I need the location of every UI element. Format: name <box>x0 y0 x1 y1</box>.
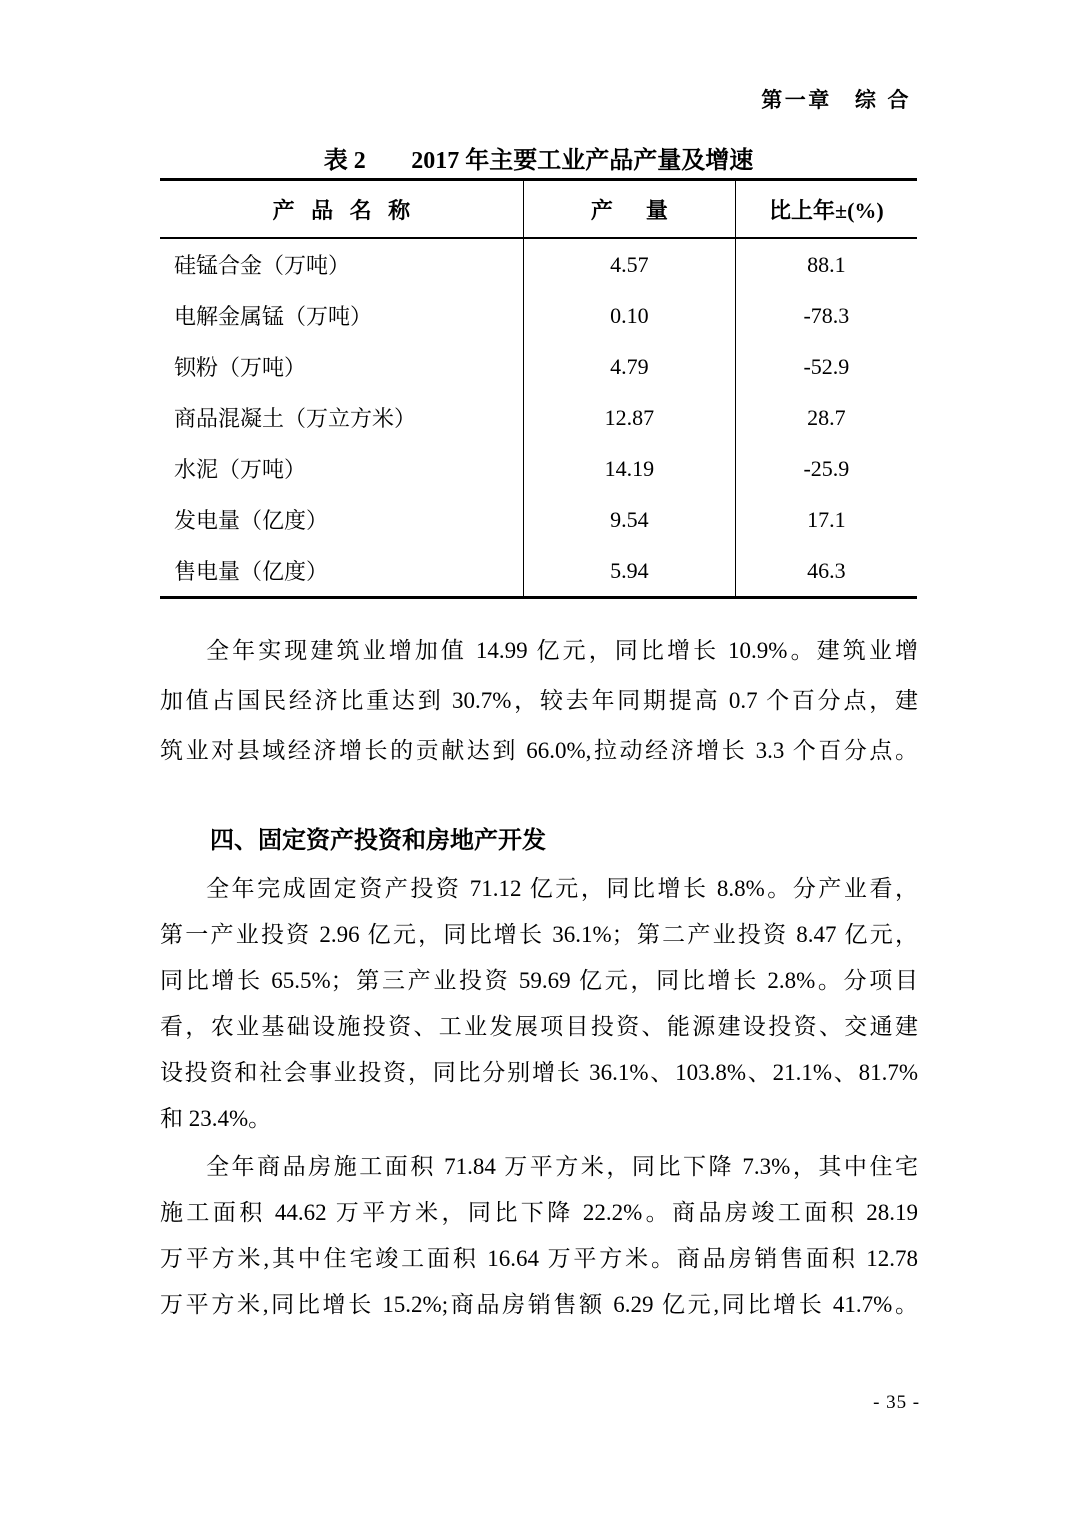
table-header-row <box>160 180 917 239</box>
change-cell: -78.3 <box>735 290 917 341</box>
product-name-cell: 钡粉（万吨） <box>174 355 307 380</box>
paragraph-construction <box>160 626 918 776</box>
body-line: 全年实现建筑业增加值 14.99 亿元，同比增长 10.9%。建筑业增 <box>206 638 918 663</box>
column-header-change: 比上年±(%) <box>735 180 917 239</box>
body-line: 全年商品房施工面积 71.84 万平方米，同比下降 7.3%，其中住宅 <box>206 1154 918 1179</box>
column-header-output: 产量 <box>523 180 735 239</box>
running-head <box>761 84 920 114</box>
output-cell: 4.79 <box>523 341 735 392</box>
change-cell: 46.3 <box>735 545 917 598</box>
table-row <box>160 341 917 392</box>
section-label: 综合 <box>854 89 920 112</box>
change-cell: 28.7 <box>735 392 917 443</box>
table-caption <box>160 140 917 175</box>
page-number: - 35 - <box>873 1392 920 1413</box>
body-line: 设投资和社会事业投资，同比分别增长 36.1%、103.8%、21.1%、81.7% <box>160 1060 918 1085</box>
output-cell: 5.94 <box>523 545 735 598</box>
table-row <box>160 494 917 545</box>
output-cell: 14.19 <box>523 443 735 494</box>
paragraph-real-estate <box>160 1144 918 1328</box>
body-line: 看，农业基础设施投资、工业发展项目投资、能源建设投资、交通建 <box>160 1014 918 1039</box>
change-cell: 88.1 <box>735 238 917 290</box>
body-line: 万平方米,同比增长 15.2%;商品房销售额 6.29 亿元,同比增长 41.7%。 <box>160 1292 918 1317</box>
section-heading: 四、固定资产投资和房地产开发 <box>210 827 546 854</box>
body-line: 万平方米,其中住宅竣工面积 16.64 万平方米。商品房销售面积 12.78 <box>160 1246 918 1271</box>
body-line: 同比增长 65.5%；第三产业投资 59.69 亿元，同比增长 2.8%。分项目 <box>160 968 918 993</box>
body-line: 和 23.4%。 <box>160 1106 272 1131</box>
body-line: 施工面积 44.62 万平方米，同比下降 22.2%。商品房竣工面积 28.19 <box>160 1200 918 1225</box>
output-cell: 12.87 <box>523 392 735 443</box>
product-name-cell: 商品混凝土（万立方米） <box>174 406 417 431</box>
change-cell: -52.9 <box>735 341 917 392</box>
product-name-cell: 发电量（亿度） <box>174 508 329 533</box>
table-row <box>160 238 917 290</box>
product-name-cell: 水泥（万吨） <box>174 457 307 482</box>
body-line: 筑业对县域经济增长的贡献达到 66.0%,拉动经济增长 3.3 个百分点。 <box>160 738 918 763</box>
change-cell: 17.1 <box>735 494 917 545</box>
product-name-cell: 售电量（亿度） <box>174 559 329 584</box>
output-cell: 9.54 <box>523 494 735 545</box>
product-output-table <box>160 178 917 599</box>
product-name-cell: 电解金属锰（万吨） <box>174 304 373 329</box>
change-cell: -25.9 <box>735 443 917 494</box>
body-line: 全年完成固定资产投资 71.12 亿元，同比增长 8.8%。分产业看， <box>206 876 918 901</box>
product-name-cell: 硅锰合金（万吨） <box>174 253 351 278</box>
table-row <box>160 545 917 598</box>
paragraph-investment <box>160 866 918 1142</box>
body-line: 第一产业投资 2.96 亿元，同比增长 36.1%；第二产业投资 8.47 亿元， <box>160 922 918 947</box>
table-row <box>160 290 917 341</box>
chapter-label: 第一章 <box>761 89 832 112</box>
table-row <box>160 392 917 443</box>
body-line: 加值占国民经济比重达到 30.7%，较去年同期提高 0.7 个百分点，建 <box>160 688 918 713</box>
column-header-product-name: 产品名称 <box>160 180 523 239</box>
table-caption-label: 表 2 <box>323 148 366 174</box>
table-row <box>160 443 917 494</box>
output-cell: 0.10 <box>523 290 735 341</box>
table-caption-title: 2017 年主要工业产品产量及增速 <box>411 148 754 174</box>
output-cell: 4.57 <box>523 238 735 290</box>
